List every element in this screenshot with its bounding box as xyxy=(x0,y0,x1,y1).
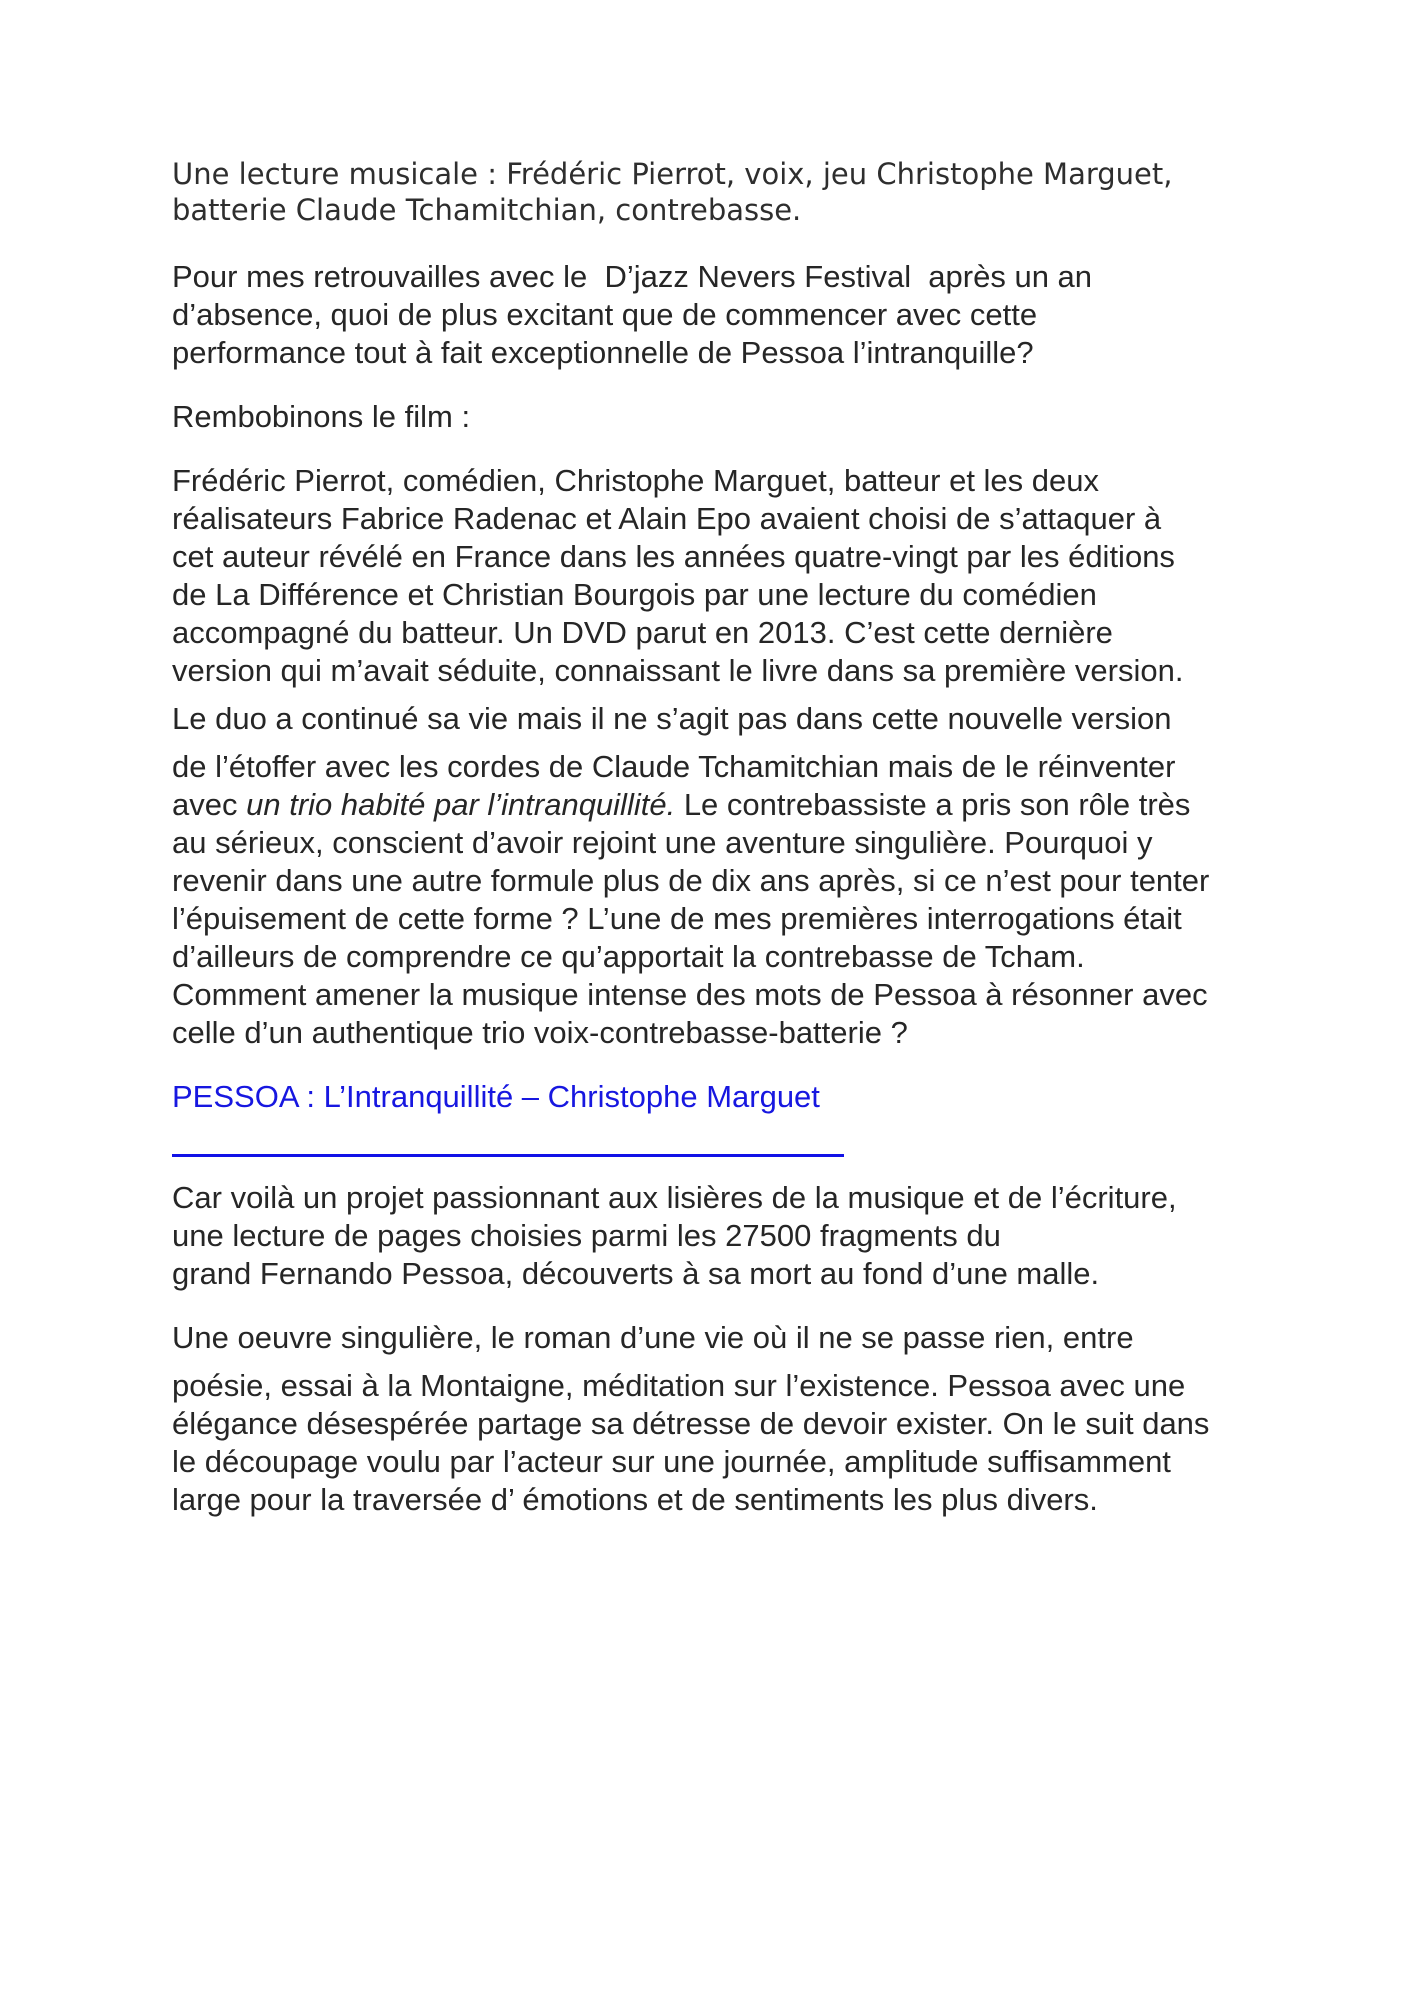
text-segment: accompagné du batteur. Un DVD parut en 2013. C’est cette dernière xyxy=(172,615,1113,650)
text-segment: revenir dans une autre formule plus de dix ans après, si ce n’est pour tenter xyxy=(172,863,1210,898)
text-segment: avec xyxy=(172,787,247,822)
text-segment: de La Différence et Christian Bourgois par une lecture du comédien xyxy=(172,577,1097,612)
link-underline[interactable] xyxy=(172,1154,844,1157)
text-segment: d’ailleurs de comprendre ce qu’apportait la contrebasse de Tcham. xyxy=(172,939,1085,974)
text-segment: batterie Claude Tchamitchian, contrebasse. xyxy=(172,193,802,227)
text-segment: élégance désespérée partage sa détresse de devoir exister. On le suit dans xyxy=(172,1406,1210,1441)
article-body xyxy=(172,156,1302,1545)
article-link-block xyxy=(172,1078,1302,1157)
text-segment: Une lecture musicale : Frédéric Pierrot, voix, jeu Christophe Marguet, xyxy=(172,157,1173,191)
text-segment: version qui m’avait séduite, connaissant le livre dans sa première version. xyxy=(172,653,1184,688)
text-segment: Comment amener la musique intense des mots de Pessoa à résonner avec xyxy=(172,977,1208,1012)
text-segment: d’absence, quoi de plus excitant que de commencer avec cette xyxy=(172,297,1038,332)
text-segment: Le contrebassiste a pris son rôle très xyxy=(675,787,1191,822)
text-segment: réalisateurs Fabrice Radenac et Alain Epo avaient choisi de s’attaquer à xyxy=(172,501,1162,536)
paragraph xyxy=(172,462,1302,690)
text-segment: Rembobinons le film : xyxy=(172,399,471,434)
text-segment: Pour mes retrouvailles avec le D’jazz Nevers Festival après un an xyxy=(172,259,1093,294)
text-segment: Frédéric Pierrot, comédien, Christophe Marguet, batteur et les deux xyxy=(172,463,1100,498)
paragraph xyxy=(172,700,1302,738)
article-link[interactable]: PESSOA : L’Intranquillité – Christophe Marguet xyxy=(172,1079,820,1114)
paragraph xyxy=(172,748,1302,1052)
text-segment: au sérieux, conscient d’avoir rejoint une aventure singulière. Pourquoi y xyxy=(172,825,1153,860)
paragraph xyxy=(172,1367,1302,1519)
text-segment: le découpage voulu par l’acteur sur une journée, amplitude suffisamment xyxy=(172,1444,1171,1479)
text-segment: large pour la traversée d’ émotions et de sentiments les plus divers. xyxy=(172,1482,1098,1517)
text-segment: une lecture de pages choisies parmi les 27500 fragments du xyxy=(172,1218,1001,1253)
text-segment: performance tout à fait exceptionnelle de Pessoa l’intranquille? xyxy=(172,335,1034,370)
text-segment: l’épuisement de cette forme ? L’une de mes premières interrogations était xyxy=(172,901,1182,936)
text-segment: Car voilà un projet passionnant aux lisières de la musique et de l’écriture, xyxy=(172,1180,1177,1215)
text-segment: cet auteur révélé en France dans les années quatre-vingt par les éditions xyxy=(172,539,1175,574)
paragraph xyxy=(172,258,1302,372)
text-segment: Le duo a continué sa vie mais il ne s’agit pas dans cette nouvelle version xyxy=(172,701,1172,736)
paragraph xyxy=(172,398,1302,436)
paragraph xyxy=(172,156,1302,228)
paragraph xyxy=(172,1319,1302,1357)
paragraph xyxy=(172,1179,1302,1293)
text-segment: Une oeuvre singulière, le roman d’une vie où il ne se passe rien, entre xyxy=(172,1320,1134,1355)
text-segment: poésie, essai à la Montaigne, méditation sur l’existence. Pessoa avec une xyxy=(172,1368,1186,1403)
text-segment: un trio habité par l’intranquillité. xyxy=(246,787,676,822)
text-segment: de l’étoffer avec les cordes de Claude Tchamitchian mais de le réinventer xyxy=(172,749,1176,784)
text-segment: celle d’un authentique trio voix-contrebasse-batterie ? xyxy=(172,1015,908,1050)
text-segment: grand Fernando Pessoa, découverts à sa mort au fond d’une malle. xyxy=(172,1256,1100,1291)
